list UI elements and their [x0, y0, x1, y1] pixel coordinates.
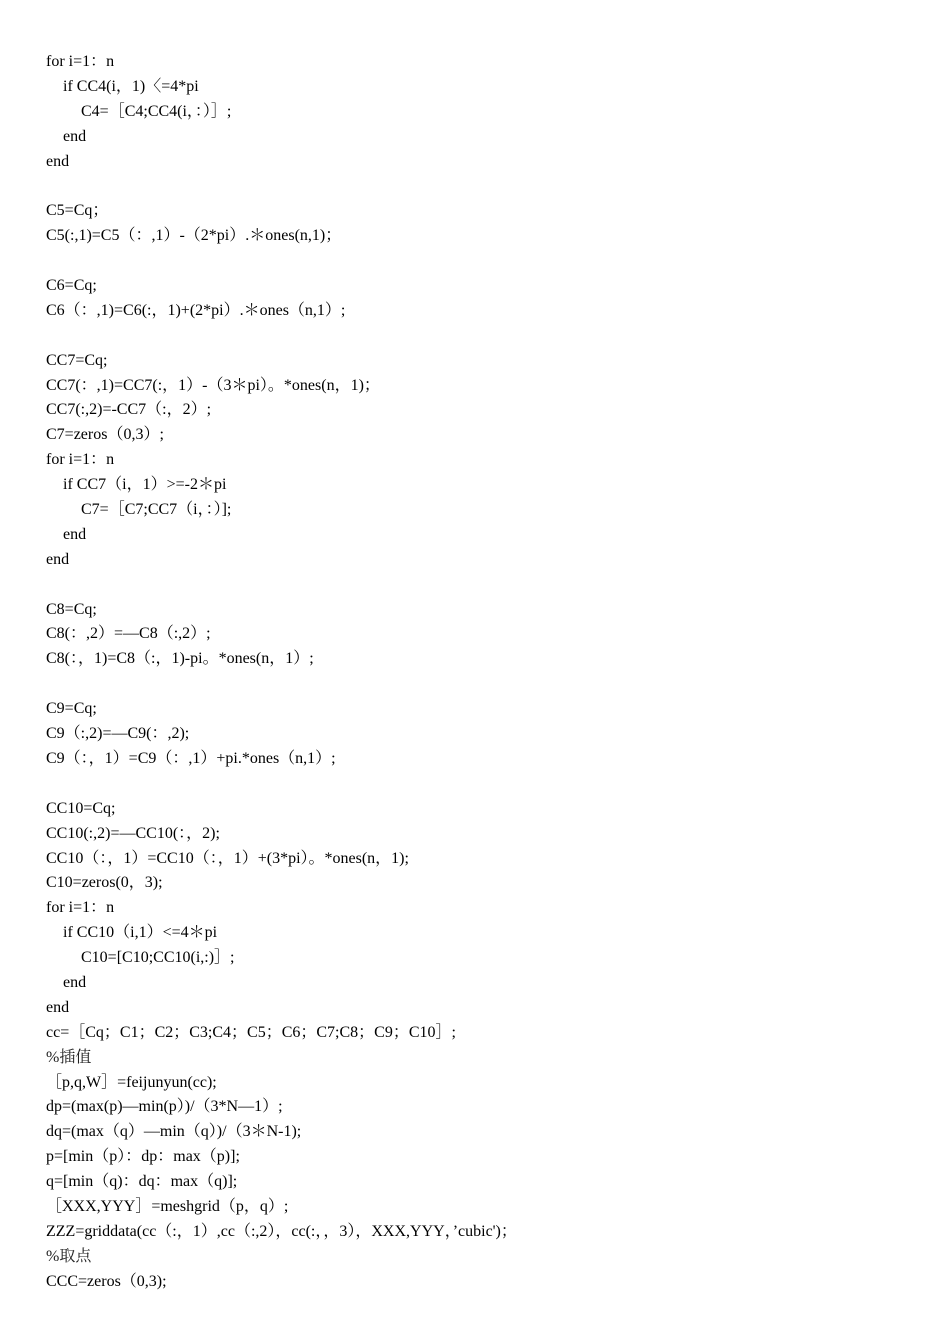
code-line: C6（：,1)=C6(:，1)+(2*pi）.＊ones（n,1）;	[46, 301, 346, 319]
code-line: C4=［C4;CC4(i，：）］;	[81, 102, 232, 120]
code-line: C7=［C7;CC7（i，：）];	[81, 501, 232, 519]
code-line: C7=zeros（0,3）;	[46, 426, 164, 444]
blank-line	[46, 249, 906, 274]
code-line: CC7=Cq;	[46, 351, 108, 369]
code-line: end	[63, 127, 87, 145]
code-line: cc=［Cq；C1；C2；C3;C4；C5；C6；C7;C8；C9；C10］;	[46, 1023, 456, 1041]
code-line: p=[min（p）：dp：max（p)];	[46, 1148, 240, 1166]
code-line: q=[min（q)：dq：max（q)];	[46, 1173, 238, 1191]
code-line: end	[63, 525, 87, 543]
code-line: C8=Cq;	[46, 600, 97, 618]
code-line: C5=Cq；	[46, 202, 109, 220]
code-line: CC7(：,1)=CC7(:，1）-（3＊pi）。*ones(n，1)；	[46, 376, 380, 394]
code-line: C9（:,2)=—C9(：,2);	[46, 725, 190, 743]
blank-line	[46, 174, 906, 199]
code-line: for i=1：n	[46, 451, 115, 469]
code-line: if CC4(i，1)〈=4*pi	[63, 77, 199, 95]
document-page	[46, 50, 906, 1295]
blank-line	[46, 672, 906, 697]
blank-line	[46, 573, 906, 598]
code-line: ZZZ=griddata(cc（:，1）,cc（:,2），cc(:，，3），XXX,YYY，’cubic')；	[46, 1222, 517, 1240]
code-line: C8(：,2）=—C8（:,2）;	[46, 625, 211, 643]
code-line: CC10（：，1）=CC10（：，1）+(3*pi）。*ones(n，1);	[46, 849, 409, 867]
code-line: ［p,q,W］=feijunyun(cc);	[46, 1073, 217, 1091]
code-line: C5(:,1)=C5（：,1）-（2*pi）.＊ones(n,1)；	[46, 227, 342, 245]
code-line: end	[46, 998, 70, 1016]
blank-line	[46, 324, 906, 349]
code-line: C8(：，1)=C8（:，1)-pi。*ones(n，1）;	[46, 650, 314, 668]
code-line: end	[46, 550, 70, 568]
code-line: C9=Cq;	[46, 700, 97, 718]
code-comment-line: %取点	[46, 1247, 92, 1265]
code-line: dp=(max(p)—min(p）)/（3*N—1）;	[46, 1098, 283, 1116]
code-comment-line: %插值	[46, 1048, 92, 1066]
code-line: for i=1：n	[46, 53, 115, 70]
code-line: ［XXX,YYY］=meshgrid（p，q）;	[46, 1197, 289, 1215]
code-line: dq=(max（q）—min（q）)/（3＊N-1);	[46, 1123, 302, 1141]
code-line: C9（：，1）=C9（：,1）+pi.*ones（n,1）;	[46, 749, 336, 767]
code-line: C10=[C10;CC10(i,:)］;	[81, 949, 235, 967]
code-line: end	[63, 973, 87, 991]
code-line: CC7(:,2)=-CC7（:，2）;	[46, 401, 212, 419]
code-line: C10=zeros(0，3);	[46, 874, 163, 892]
blank-line	[46, 772, 906, 797]
code-line: C6=Cq;	[46, 277, 97, 295]
code-line: CC10(:,2)=—CC10(：，2);	[46, 824, 220, 842]
code-line: end	[46, 152, 70, 170]
code-line: CCC=zeros（0,3);	[46, 1272, 167, 1290]
code-line: CC10=Cq;	[46, 799, 116, 817]
code-line: for i=1：n	[46, 899, 115, 917]
code-line: if CC7（i，1）>=-2＊pi	[63, 476, 227, 494]
code-line: if CC10（i,1）<=4＊pi	[63, 924, 218, 942]
